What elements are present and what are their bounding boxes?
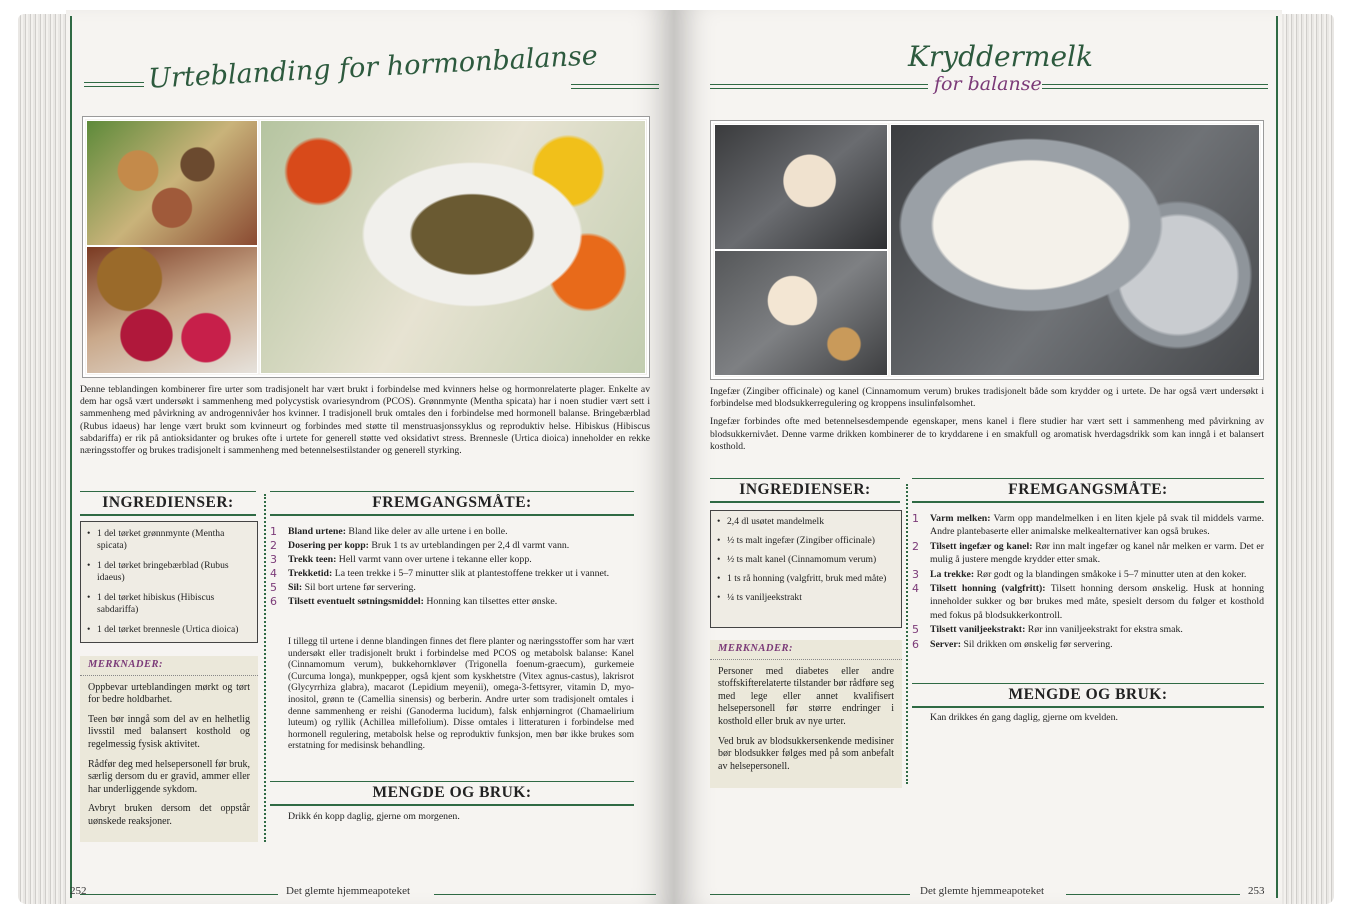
ingredients-heading-rule xyxy=(710,478,900,479)
book-title-footer: Det glemte hjemmeapoteket xyxy=(920,885,1045,897)
left-page xyxy=(66,10,674,904)
open-book xyxy=(18,6,1334,911)
step-number: 4 xyxy=(270,567,277,580)
note-paragraph: Avbryt bruken dersom det oppstår uønskede reaksjoner. xyxy=(88,803,250,827)
step-number: 3 xyxy=(270,553,277,566)
note-paragraph: Rådfør deg med helsepersonell før bruk, særlig dersom du er gravid, ammer eller har underliggende sykdom. xyxy=(88,758,250,795)
usage-text: Drikk én kopp daglig, gjerne om morgenen. xyxy=(288,811,460,822)
step-text: Sil drikken om ønskelig før servering. xyxy=(963,638,1113,650)
ingredient-item: • 1 del tørket hibiskus (Hibiscus sabdariffa) xyxy=(97,592,249,616)
method-heading: FREMGANGSMÅTE: xyxy=(912,481,1264,503)
step-text: Honning kan tilsettes etter ønske. xyxy=(426,596,558,607)
method-heading: FREMGANGSMÅTE: xyxy=(270,494,634,516)
step-label: Dosering per kopp: xyxy=(288,540,369,551)
note-paragraph: Teen bør inngå som del av en helhetlig livsstil med balansert kosthold og regelmessig fysisk aktivitet. xyxy=(88,713,250,750)
step-number: 4 xyxy=(912,582,919,596)
step-text: Sil bort urtene før servering. xyxy=(304,582,416,593)
title-rule-right xyxy=(1042,84,1268,89)
intro-paragraph: Ingefær (Zingiber officinale) og kanel (Cinnamomum verum) brukes tradisjonelt både som krydder og i urtete. De har også vært undersøkt i forbindelse med blodsukkerregulering og kroppens insulinfølsomhet. xyxy=(710,386,1264,410)
step-number: 3 xyxy=(912,567,919,581)
method-step xyxy=(912,623,1264,636)
notes-heading: MERKNADER: xyxy=(80,656,258,676)
column-separator xyxy=(264,494,266,842)
book-title-footer: Det glemte hjemmeapoteket xyxy=(286,885,411,897)
method-step xyxy=(912,568,1264,581)
method-step xyxy=(912,638,1264,651)
page-number: 253 xyxy=(1248,885,1265,897)
step-number: 5 xyxy=(270,581,277,594)
ingredients-list xyxy=(81,522,257,650)
additional-info-text: I tillegg til urtene i denne blandingen finnes det flere planter og næringsstoffer som har vært undersøkt eller tradisjonelt brukt i forbindelse med PCOS og metabolsk balanse: Kanel (Cinnamomum verum), bukkehornkløver (Trigonella foenum-graecum), gurkemeie (Curcuma longa), munkpepper, også kjent som kyskhetstre (Vitex agnus-castus), lakrisrot (Glycyrrhiza glabra), macarot (Lepidium meyenii), omega-3-fettsyrer, vitamin D, myo-inositol, grønn te (Camellia sinensis) og berberin. Andre urter som tradisjonelt omtales i denne sammenheng er reishi (Ganoderma lucidum), falsk enhjørningrot (Chamaelirium luteum) og ryllik (Achillea millefolium). Disse omtales i litteraturen i forbindelse med hormonell regulering, metabolsk helse og reproduktiv funksjon, men bør ikke brukes som erstatning for medisinsk behandling. xyxy=(288,637,634,752)
step-text: Hell varmt vann over urtene i tekanne eller kopp. xyxy=(338,554,532,565)
footer-rule xyxy=(710,894,910,895)
title-rule-left xyxy=(710,84,928,89)
intro-paragraph: Ingefær forbindes ofte med betennelsesdempende egenskaper, mens kanel i flere studier har vært sett i sammenheng med påvirkning av blodsukkernivået. Denne varme drikken kombinerer de to kryddarene i en smakfull og aromatisk hverdagsdrikk som kan inngå i et balansert kosthold. xyxy=(710,416,1264,452)
step-number: 2 xyxy=(912,539,919,553)
usage-heading-rule xyxy=(912,683,1264,684)
left-page-border xyxy=(70,16,72,898)
page-number: 252 xyxy=(70,885,87,897)
ingredient-item: • ½ ts malt kanel (Cinnamomum verum) xyxy=(727,554,893,566)
note-paragraph: Personer med diabetes eller andre stoffskifterelaterte tilstander bør rådføre seg med lege eller annet kvalifisert helsepersonell før større endringer i kosthold eller bruk av nye urter. xyxy=(718,665,894,727)
footer-rule xyxy=(110,894,278,895)
step-text: Rør inn vaniljeekstrakt for ekstra smak. xyxy=(1027,624,1183,636)
column-separator xyxy=(906,484,908,784)
step-number: 1 xyxy=(912,512,919,525)
ingredient-item: • 1 del tørket bringebærblad (Rubus idaeus) xyxy=(97,560,249,584)
usage-heading-rule xyxy=(270,781,634,782)
ingredients-box xyxy=(80,521,258,643)
intro-text xyxy=(710,386,1264,459)
step-label: Tilsett eventuelt søtningsmiddel: xyxy=(288,596,424,607)
notes-body xyxy=(710,660,902,785)
right-page xyxy=(674,10,1282,904)
cinnamon-ginger-milk-photo xyxy=(714,250,888,376)
footer-rule xyxy=(434,894,656,895)
method-step xyxy=(270,567,636,580)
step-number: 6 xyxy=(270,595,277,608)
notes-box xyxy=(80,656,258,842)
step-label: La trekke: xyxy=(930,568,975,580)
method-step xyxy=(270,525,636,538)
ingredients-heading-rule xyxy=(80,491,256,492)
usage-text: Kan drikkes én gang daglig, gjerne om kvelden. xyxy=(930,712,1118,723)
raspberries-photo xyxy=(86,246,258,374)
notes-box xyxy=(710,640,902,788)
right-page-edges xyxy=(1274,14,1334,904)
notes-body xyxy=(80,676,258,840)
ingredient-item: • ¼ ts vaniljeekstrakt xyxy=(727,592,893,604)
note-paragraph: Oppbevar urteblandingen mørkt og tørt for bedre holdbarhet. xyxy=(88,681,250,706)
method-step xyxy=(270,539,636,552)
step-text: Bland like deler av alle urtene i en bolle. xyxy=(348,526,508,537)
step-text: La teen trekke i 5–7 minutter slik at plantestoffene trekker ut i vannet. xyxy=(334,568,610,579)
usage-heading: MENGDE OG BRUK: xyxy=(270,784,634,806)
mortar-and-pestle-photo xyxy=(260,120,646,374)
glass-bowl-milk-photo xyxy=(890,124,1260,376)
method-step xyxy=(912,582,1264,622)
method-heading-rule xyxy=(270,491,634,492)
step-number: 5 xyxy=(912,623,919,637)
method-steps xyxy=(270,525,636,609)
page-title: Urteblanding for hormonbalanse xyxy=(147,40,599,95)
step-number: 6 xyxy=(912,637,919,651)
step-text: Bruk 1 ts av urteblandingen per 2,4 dl varmt vann. xyxy=(371,540,570,551)
step-label: Trekketid: xyxy=(288,568,333,579)
notes-heading: MERKNADER: xyxy=(710,640,902,660)
method-step xyxy=(912,512,1264,539)
title-rule-right xyxy=(571,84,659,89)
step-label: Varm melken: xyxy=(930,513,991,524)
spiced-milk-glass-photo xyxy=(714,124,888,250)
title-rule-left xyxy=(84,82,144,87)
step-label: Server: xyxy=(930,638,962,650)
ingredient-item: • 2,4 dl usøtet mandelmelk xyxy=(727,516,893,528)
step-number: 2 xyxy=(270,539,277,552)
ingredients-list xyxy=(711,511,901,610)
step-text: Rør inn malt ingefær og kanel når melken er varm. Det er mulig å justere mengde krydder etter smak. xyxy=(930,540,1264,566)
method-step xyxy=(912,540,1264,567)
step-text: Varm opp mandelmelken i en liten kjele på svak til middels varme. Andre plantebaserte eller animalske melkealternativer kan også brukes. xyxy=(930,513,1264,538)
ingredient-item: • 1 ts rå honning (valgfritt, bruk med måte) xyxy=(727,573,893,585)
usage-heading: MENGDE OG BRUK: xyxy=(912,686,1264,708)
method-steps xyxy=(912,512,1264,652)
step-label: Tilsett vaniljeekstrakt: xyxy=(930,624,1026,636)
step-label: Tilsett ingefær og kanel: xyxy=(930,540,1033,552)
step-label: Sil: xyxy=(288,582,303,593)
ingredient-item: • 1 del tørket grønnmynte (Mentha spicata) xyxy=(97,528,249,552)
step-label: Trekk teen: xyxy=(288,554,337,565)
ingredients-heading: INGREDIENSER: xyxy=(80,494,256,516)
step-label: Tilsett honning (valgfritt): xyxy=(930,583,1046,595)
ingredients-heading: INGREDIENSER: xyxy=(710,481,900,503)
step-label: Bland urtene: xyxy=(288,526,346,537)
spice-spoons-photo xyxy=(86,120,258,246)
page-subtitle: for balanse xyxy=(934,73,1042,95)
method-step xyxy=(270,553,636,566)
step-text: Tilsett honning dersom ønskelig. Husk at honning inneholder sukker og bør brukes med måte, spesielt dersom du følger et kosthold med fokus på blodsukkerkontroll. xyxy=(930,583,1264,621)
method-step xyxy=(270,595,636,608)
right-page-border xyxy=(1276,16,1278,898)
ingredient-item: • ½ ts malt ingefær (Zingiber officinale) xyxy=(727,535,893,547)
step-text: Rør godt og la blandingen småkoke i 5–7 minutter uten at den koker. xyxy=(976,568,1247,580)
note-paragraph: Ved bruk av blodsukkersenkende medisiner bør blodsukker følges med på som anbefalt av helsepersonell. xyxy=(718,735,894,772)
method-heading-rule xyxy=(912,478,1264,479)
intro-paragraph: Denne teblandingen kombinerer fire urter som tradisjonelt har vært brukt i forbindelse med kvinners helse og hormonrelaterte plager. Enkelte av dem har også vært undersøkt i sammenheng med polycystisk ovariesyndrom (PCOS). Grønnmynte (Mentha spicata) har i noen studier vært sett i sammenheng med påvirkning av androgennivåer hos kvinner. I tradisjonell bruk omtales den i forbindelse med hormonell balanse. Bringebærblad (Rubus idaeus) har lenge vært brukt som kvinneurt og forbindes med støtte til menstruasjonssyklus og reproduktiv helse. Hibiskus (Hibiscus sabdariffa) er rik på antioksidanter og brukes ofte i urtete for generell støtte ved oksidativt stress. Brennesle (Urtica dioica) inneholder en rekke næringsstoffer og brukes tradisjonelt i sammenheng med betennelsestilstander og generell styrking. xyxy=(80,384,650,457)
step-number: 1 xyxy=(270,525,277,538)
ingredient-item: • 1 del tørket brennesle (Urtica dioica) xyxy=(97,624,249,636)
method-step xyxy=(270,581,636,594)
ingredients-box xyxy=(710,510,902,628)
page-title: Kryddermelk xyxy=(908,40,1093,73)
intro-text xyxy=(80,384,650,463)
footer-rule xyxy=(1066,894,1240,895)
